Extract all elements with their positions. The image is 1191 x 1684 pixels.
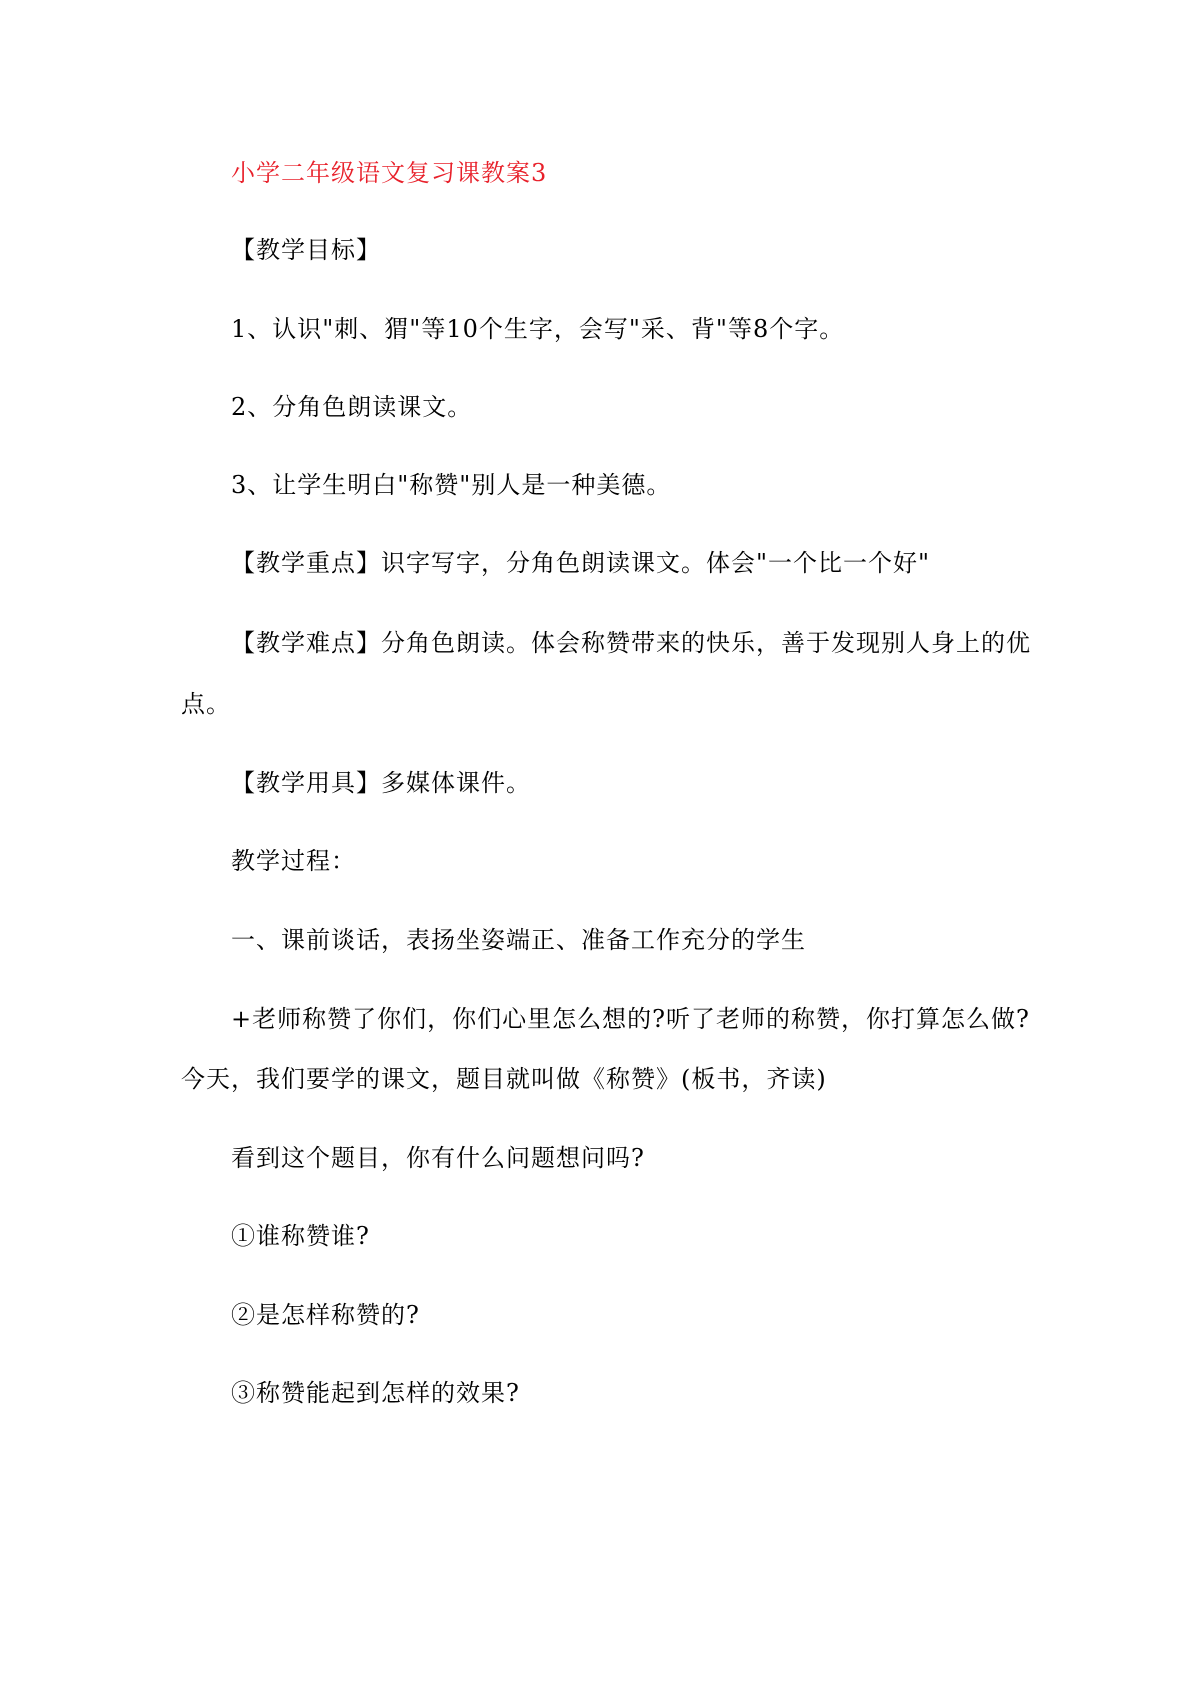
paragraph-teaching-process-heading: 教学过程： <box>231 847 356 875</box>
document-title: 小学二年级语文复习课教案3 <box>231 159 548 187</box>
paragraph-step-1: 一、课前谈话，表扬坐姿端正、准备工作充分的学生 <box>231 926 806 954</box>
paragraph-goal-3: 3、让学生明白"称赞"别人是一种美德。 <box>231 471 672 499</box>
paragraph-question-2: ②是怎样称赞的? <box>231 1301 420 1329</box>
paragraph-teaching-goals-heading: 【教学目标】 <box>231 236 381 264</box>
paragraph-difficulties: 【教学难点】分角色朗读。体会称赞带来的快乐，善于发现别人身上的优 <box>231 629 1031 657</box>
paragraph-question-3: ③称赞能起到怎样的效果? <box>231 1379 520 1407</box>
paragraph-goal-2: 2、分角色朗读课文。 <box>231 393 473 421</box>
paragraph-goal-1: 1、认识"刺、猬"等10个生字，会写"采、背"等8个字。 <box>231 315 845 343</box>
paragraph-question-prompt: 看到这个题目，你有什么问题想问吗? <box>231 1144 645 1172</box>
paragraph-difficulties-continued: 点。 <box>181 690 231 718</box>
paragraph-teacher-praise: +老师称赞了你们，你们心里怎么想的?听了老师的称赞，你打算怎么做? <box>231 1005 1030 1033</box>
paragraph-question-1: ①谁称赞谁? <box>231 1222 370 1250</box>
paragraph-teaching-tools: 【教学用具】多媒体课件。 <box>231 769 531 797</box>
paragraph-key-points: 【教学重点】识字写字，分角色朗读课文。体会"一个比一个好" <box>231 549 931 577</box>
paragraph-teacher-praise-continued: 今天，我们要学的课文，题目就叫做《称赞》(板书，齐读) <box>181 1065 827 1093</box>
